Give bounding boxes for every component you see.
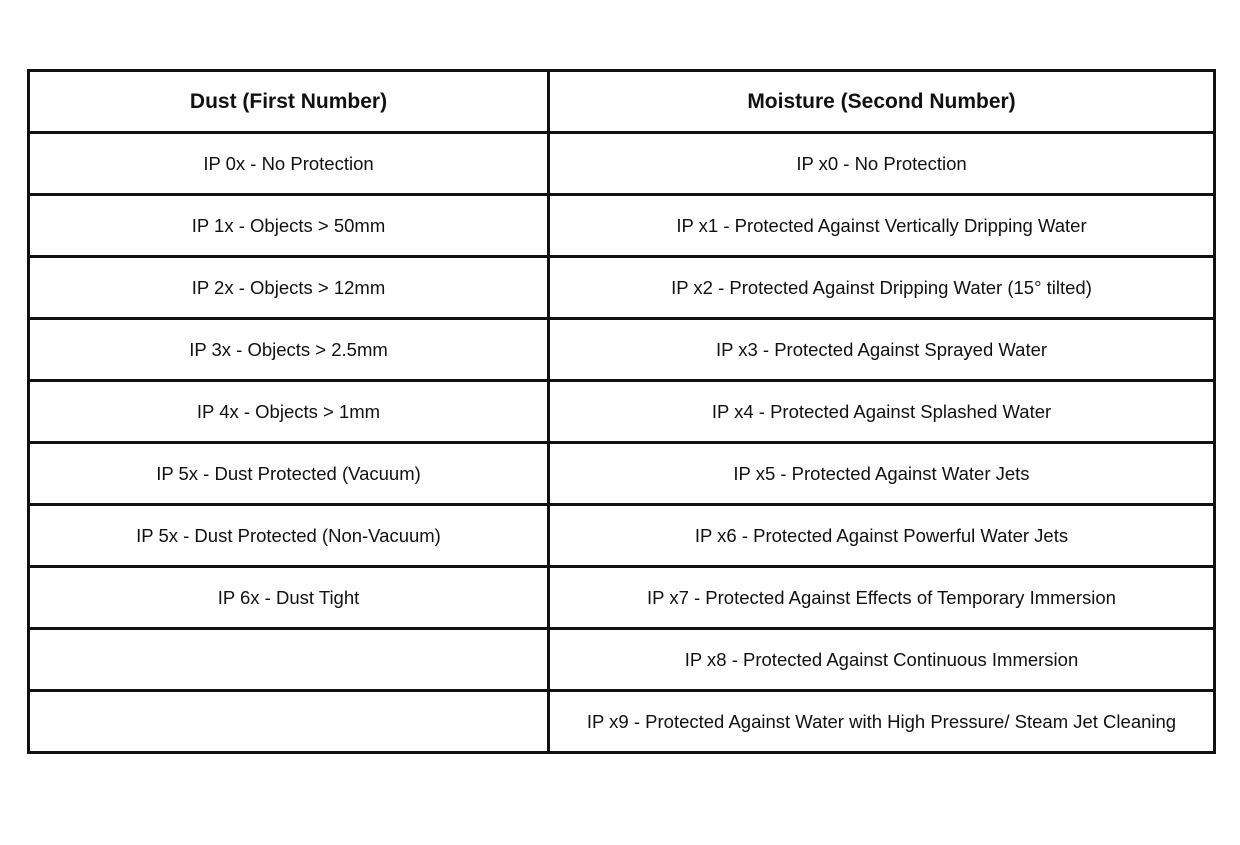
moisture-cell: IP x8 - Protected Against Continuous Immersion <box>549 629 1215 691</box>
moisture-column-header: Moisture (Second Number) <box>549 71 1215 133</box>
table-row <box>29 691 1215 753</box>
dust-cell: IP 3x - Objects > 2.5mm <box>29 319 549 381</box>
moisture-cell: IP x2 - Protected Against Dripping Water (15° tilted) <box>549 257 1215 319</box>
moisture-cell: IP x5 - Protected Against Water Jets <box>549 443 1215 505</box>
moisture-cell: IP x6 - Protected Against Powerful Water Jets <box>549 505 1215 567</box>
moisture-cell: IP x3 - Protected Against Sprayed Water <box>549 319 1215 381</box>
dust-cell: IP 5x - Dust Protected (Non-Vacuum) <box>29 505 549 567</box>
table-row <box>29 629 1215 691</box>
dust-cell: IP 1x - Objects > 50mm <box>29 195 549 257</box>
table-row <box>29 567 1215 629</box>
moisture-cell: IP x7 - Protected Against Effects of Temporary Immersion <box>549 567 1215 629</box>
ip-rating-table <box>27 69 1216 754</box>
table-row <box>29 195 1215 257</box>
table-row <box>29 133 1215 195</box>
dust-cell: IP 4x - Objects > 1mm <box>29 381 549 443</box>
moisture-cell: IP x9 - Protected Against Water with High Pressure/ Steam Jet Cleaning <box>549 691 1215 753</box>
dust-cell: IP 5x - Dust Protected (Vacuum) <box>29 443 549 505</box>
table-row <box>29 381 1215 443</box>
table-row <box>29 505 1215 567</box>
moisture-cell: IP x4 - Protected Against Splashed Water <box>549 381 1215 443</box>
dust-cell: IP 0x - No Protection <box>29 133 549 195</box>
dust-cell-empty <box>29 629 549 691</box>
table-row <box>29 257 1215 319</box>
table-row <box>29 319 1215 381</box>
dust-cell-empty <box>29 691 549 753</box>
dust-cell: IP 6x - Dust Tight <box>29 567 549 629</box>
moisture-cell: IP x1 - Protected Against Vertically Dripping Water <box>549 195 1215 257</box>
dust-column-header: Dust (First Number) <box>29 71 549 133</box>
dust-cell: IP 2x - Objects > 12mm <box>29 257 549 319</box>
table-header-row <box>29 71 1215 133</box>
table-row <box>29 443 1215 505</box>
moisture-cell: IP x0 - No Protection <box>549 133 1215 195</box>
